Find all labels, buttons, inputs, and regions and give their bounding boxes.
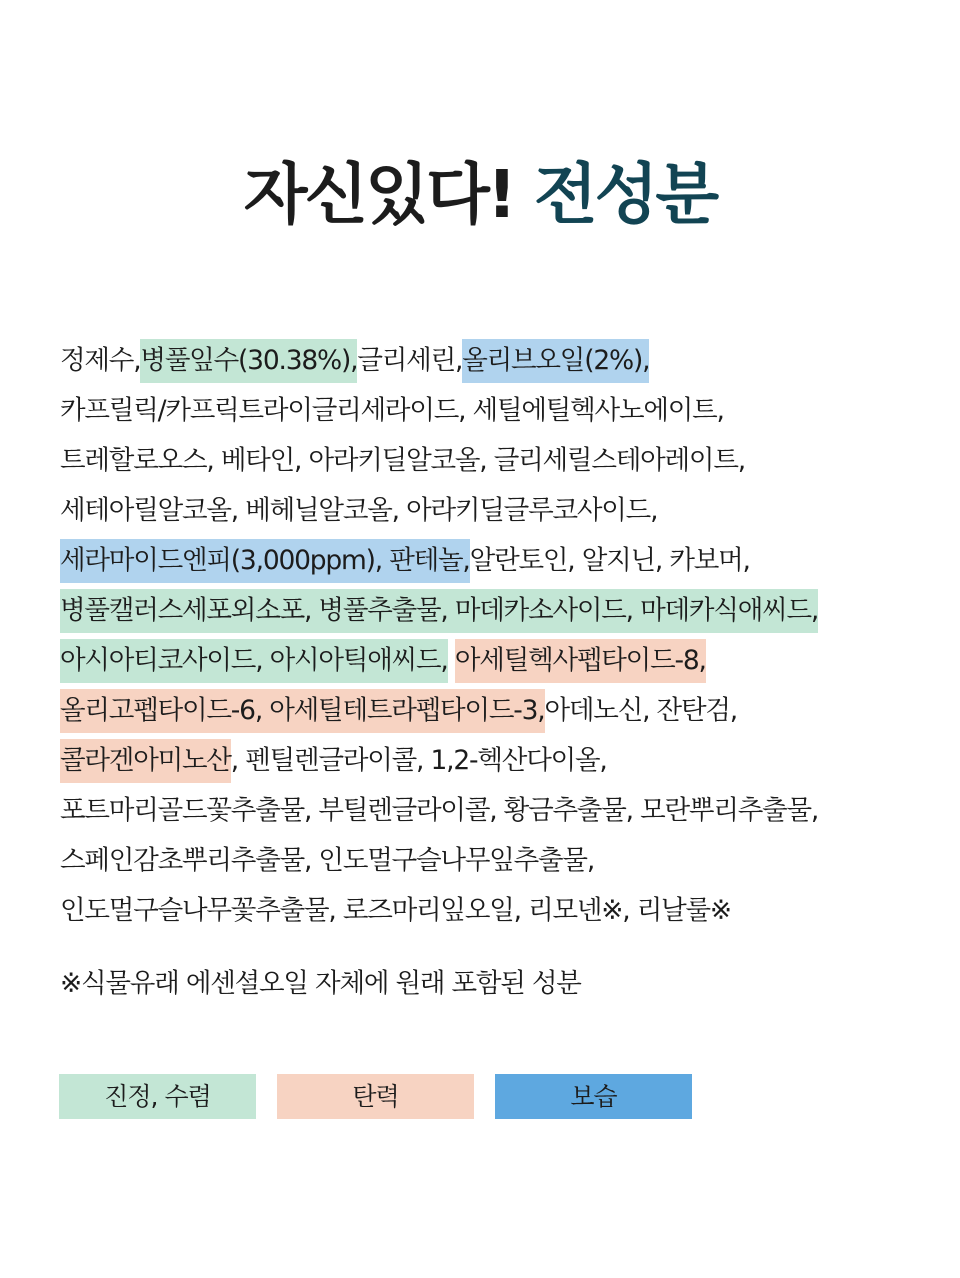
ingredient-text: 아데노신, 잔탄검, (544, 695, 737, 726)
ingredient-line (60, 636, 910, 686)
soothe-highlight: 병풀캘러스세포외소포, 병풀추출물, 마데카소사이드, 마데카식애씨드, (60, 589, 818, 633)
page-title (0, 150, 960, 240)
moist-highlight: 올리브오일(2%), (462, 339, 649, 383)
ingredient-line (60, 486, 910, 536)
moist-highlight: 세라마이드엔피(3,000ppm), 판테놀, (60, 539, 470, 583)
ingredient-text: 트레할로오스, 베타인, 아라키딜알코올, 글리세릴스테아레이트, (60, 445, 745, 476)
ingredient-text: , 펜틸렌글라이콜, 1,2-헥산다이올, (230, 745, 607, 776)
title-part-1: 자신있다! (243, 156, 514, 233)
elastic-highlight: 아세틸헥사펩타이드-8, (455, 639, 706, 683)
ingredient-text: 세테아릴알코올, 베헤닐알코올, 아라키딜글루코사이드, (60, 495, 658, 526)
ingredient-line (60, 886, 910, 936)
ingredient-text: 인도멀구슬나무꽃추출물, 로즈마리잎오일, 리모넨※, 리날룰※ (60, 895, 731, 926)
ingredient-line (60, 536, 910, 586)
ingredient-line (60, 736, 910, 786)
legend-soothe: 진정, 수렴 (59, 1074, 256, 1119)
ingredient-line (60, 786, 910, 836)
legend (59, 1074, 692, 1119)
ingredient-line (60, 586, 910, 636)
title-part-2: 전성분 (533, 156, 717, 233)
ingredient-line (60, 336, 910, 386)
ingredient-text: 포트마리골드꽃추출물, 부틸렌글라이콜, 황금추출물, 모란뿌리추출물, (60, 795, 819, 826)
ingredient-list (60, 336, 910, 936)
elastic-highlight: 올리고펩타이드-6, 아세틸테트라펩타이드-3, (60, 689, 545, 733)
ingredient-line (60, 436, 910, 486)
ingredient-line (60, 386, 910, 436)
legend-moist: 보습 (495, 1074, 692, 1119)
elastic-highlight: 콜라겐아미노산 (60, 739, 231, 783)
ingredient-text (448, 639, 455, 683)
ingredient-text: 알란토인, 알지닌, 카보머, (469, 545, 750, 576)
soothe-highlight: 아시아티코사이드, 아시아틱애씨드, (60, 639, 448, 683)
footnote: ※식물유래 에센셜오일 자체에 원래 포함된 성분 (60, 968, 581, 999)
soothe-highlight: 병풀잎수(30.38%), (140, 339, 357, 383)
legend-elastic: 탄력 (277, 1074, 474, 1119)
ingredient-line (60, 686, 910, 736)
ingredient-text: 스페인감초뿌리추출물, 인도멀구슬나무잎추출물, (60, 845, 595, 876)
ingredient-line (60, 836, 910, 886)
ingredient-text: 정제수, (60, 345, 141, 376)
ingredient-text: 글리세린, (357, 345, 463, 376)
ingredient-text: 카프릴릭/카프릭트라이글리세라이드, 세틸에틸헥사노에이트, (60, 395, 724, 426)
